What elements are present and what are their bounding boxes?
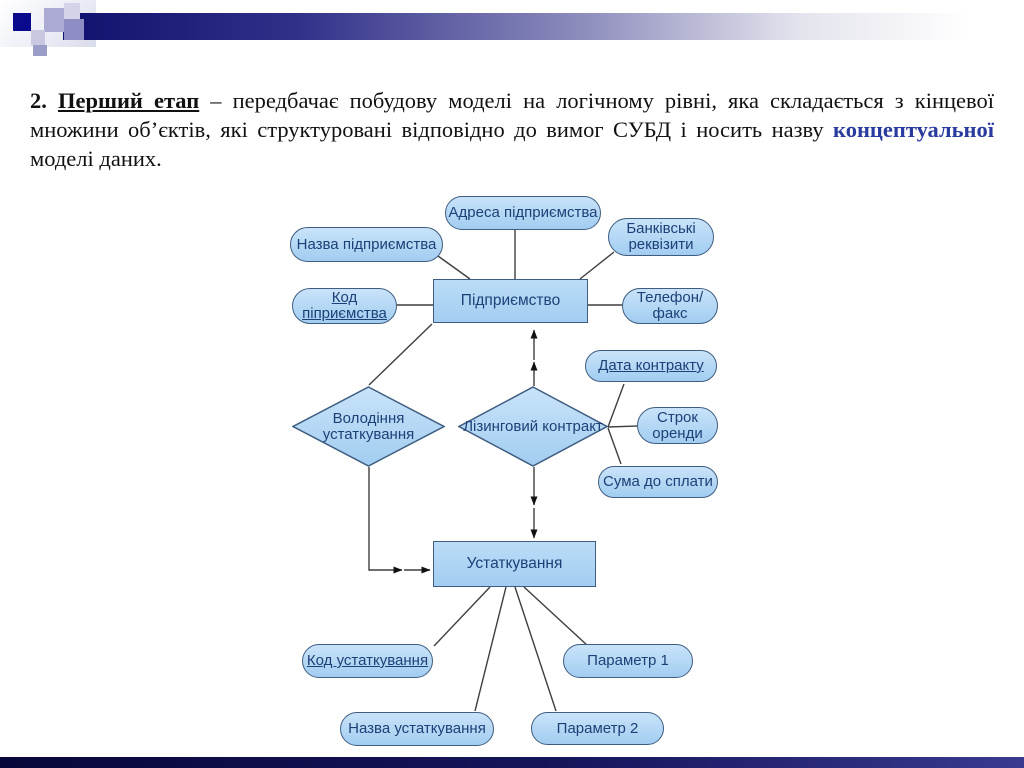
relationship-label: Володіння устаткування bbox=[322, 409, 415, 443]
attribute-label: Параметр 1 bbox=[587, 652, 669, 669]
paragraph-number: 2. bbox=[30, 88, 58, 113]
attribute-label: Банківські реквізити bbox=[626, 220, 696, 253]
attribute-label: Сума до сплати bbox=[603, 473, 713, 490]
decoration-square bbox=[44, 8, 64, 32]
attribute-label: Адреса підприємства bbox=[448, 204, 598, 221]
attribute-label: Дата контракту bbox=[598, 357, 704, 374]
attribute-parametr-2 bbox=[531, 712, 664, 745]
attribute-label: Строк оренди bbox=[652, 408, 703, 442]
attribute-kod-pidpryemstva bbox=[292, 288, 397, 324]
decoration-square bbox=[64, 3, 80, 19]
attribute-label: Телефон/факс bbox=[636, 289, 704, 322]
attribute-nazva-pidpryemstva bbox=[290, 227, 443, 262]
attribute-label: Код устаткування bbox=[306, 652, 429, 669]
attribute-telefon-faks bbox=[622, 288, 718, 324]
paragraph-term: Перший етап bbox=[57, 88, 200, 113]
decoration-square bbox=[64, 19, 84, 40]
attribute-label: Назва підприємства bbox=[296, 235, 437, 253]
attribute-strok-orendy bbox=[637, 407, 718, 444]
paragraph-highlight: концептуальної bbox=[833, 117, 994, 142]
attribute-label: Параметр 2 bbox=[556, 719, 639, 737]
attribute-label: Код піприємства bbox=[302, 289, 387, 322]
decoration-square bbox=[33, 45, 47, 56]
decoration-square bbox=[13, 13, 31, 31]
relationship-volodinnya-ustatkuvannya bbox=[292, 386, 445, 467]
top-banner-bar bbox=[63, 13, 1008, 40]
slide-paragraph bbox=[30, 86, 994, 173]
entity-pidpryemstvo bbox=[433, 279, 588, 323]
entity-label: Устаткування bbox=[466, 555, 563, 572]
attribute-parametr-1 bbox=[563, 644, 693, 678]
bottom-banner-bar bbox=[0, 757, 1024, 768]
attribute-data-kontraktu bbox=[585, 350, 717, 382]
attribute-adresa-pidpryemstva bbox=[445, 196, 601, 230]
relationship-lizynhovyi-kontrakt bbox=[458, 386, 608, 467]
attribute-nazva-ustatkuvannya bbox=[340, 712, 494, 746]
entity-ustatkuvannya bbox=[433, 541, 596, 587]
paragraph-body: – передбачає побудову моделі на логічному рівні, яка складається з кінцевої множини об’єктів, які структуровані відповідно до вимог СУБД і носить назву bbox=[30, 88, 994, 142]
attribute-label: Назва устаткування bbox=[348, 720, 486, 737]
attribute-kod-ustatkuvannya bbox=[302, 644, 433, 678]
entity-label: Підприємство bbox=[460, 292, 561, 309]
paragraph-body-end: моделі даних. bbox=[30, 146, 162, 171]
decoration-square bbox=[31, 30, 45, 45]
attribute-suma-do-splaty bbox=[598, 466, 718, 498]
relationship-label: Лізинговий контракт bbox=[463, 417, 603, 435]
attribute-bankivski-rekvizyty bbox=[608, 218, 714, 256]
